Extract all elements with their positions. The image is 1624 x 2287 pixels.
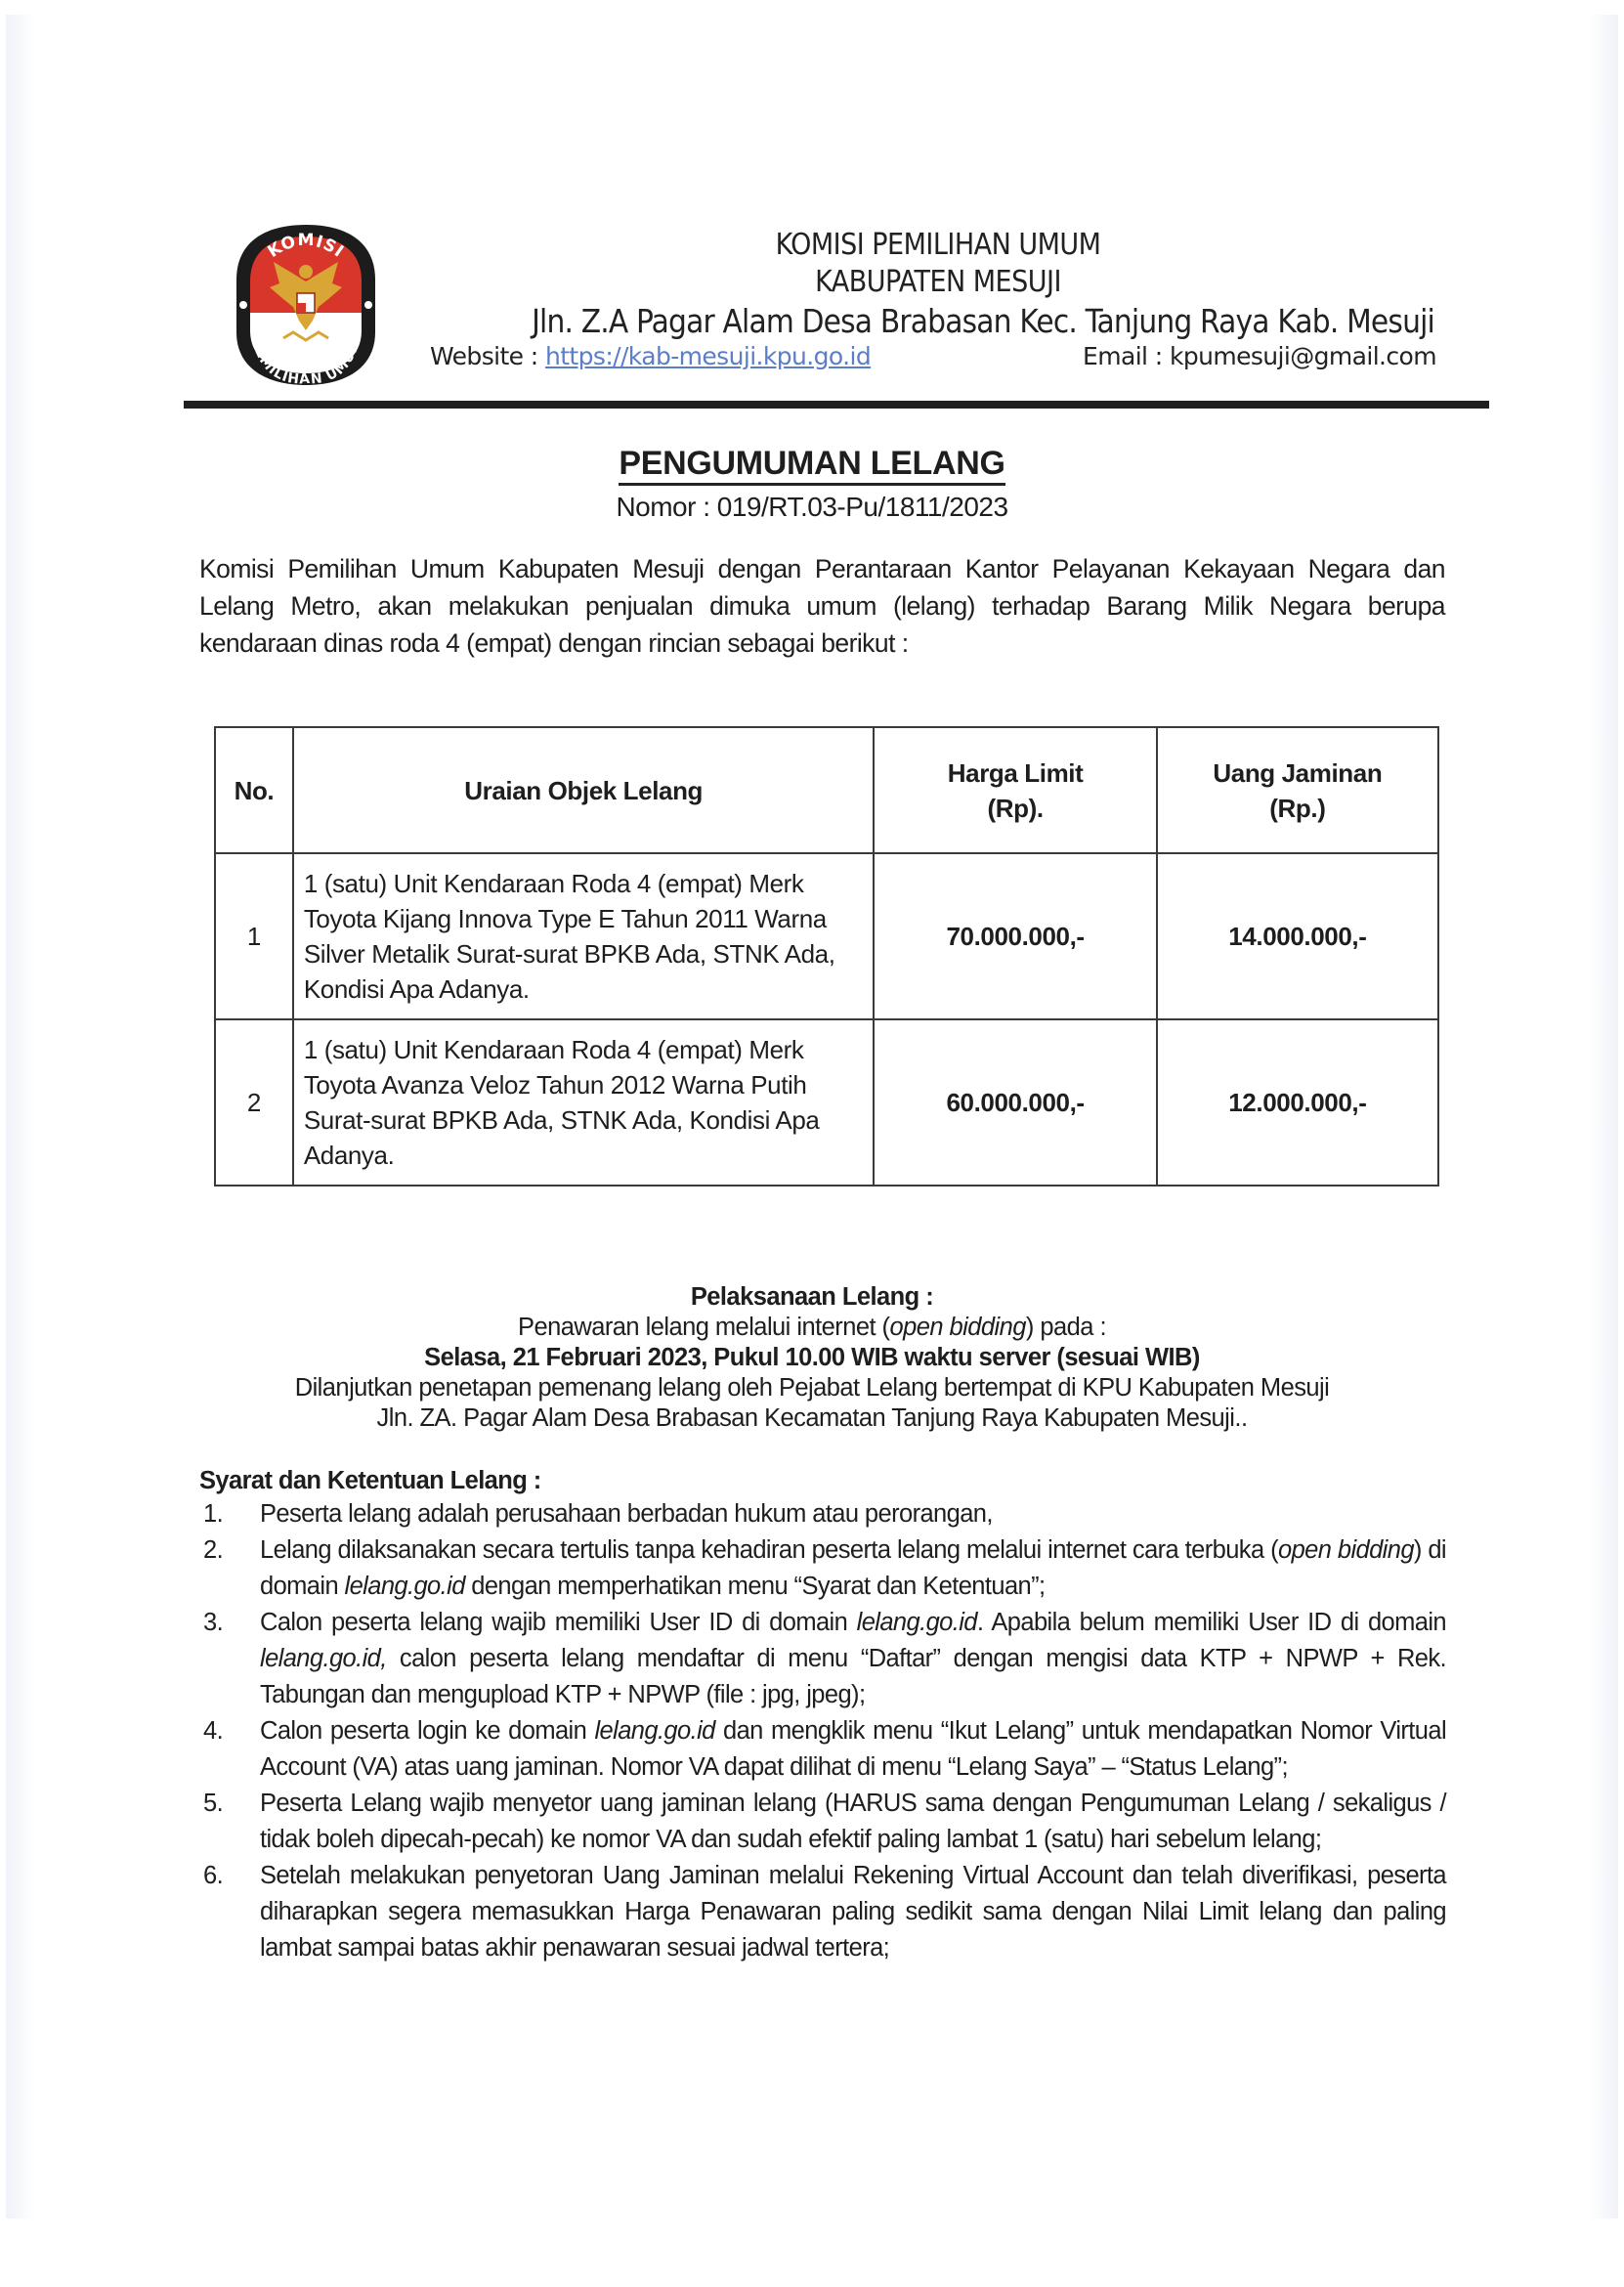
letterhead-divider — [184, 401, 1489, 409]
header-no: No. — [215, 727, 293, 853]
letterhead — [420, 227, 1456, 342]
website — [430, 342, 871, 370]
terms-item: 5. Peserta Lelang wajib menyetor uang jaminan lelang (HARUS sama dengan Pengumuman Lelang / sekaligus / tidak boleh dipecah-pecah) ke nomor VA dan sudah efektif paling lambat 1 (satu) hari sebelum lelang; — [203, 1790, 1446, 1853]
terms-item: 6. Setelah melakukan penyetoran Uang Jaminan melalui Rekening Virtual Account dan telah diverifikasi, peserta diharapkan segera memasukkan Harga Penawaran paling sedikit sama dengan Nilai Limit lelang dan paling lambat sampai batas akhir penawaran sesuai jadwal tertera; — [203, 1862, 1446, 1962]
svg-text:PEMILIHAN UMUM: PEMILIHAN UMUM — [247, 335, 364, 385]
email-label: Email : — [1083, 342, 1170, 370]
schedule-heading: Pelaksanaan Lelang : — [690, 1283, 934, 1311]
cell-harga-limit: 70.000.000,- — [874, 853, 1156, 1019]
website-link[interactable]: https://kab-mesuji.kpu.go.id — [544, 342, 872, 370]
schedule-bidding-line: Penawaran lelang melalui internet (open bidding) pada : — [517, 1314, 1106, 1341]
org-address: Jln. Z.A Pagar Alam Desa Brabasan Kec. Tanjung Raya Kab. Mesuji — [532, 302, 1434, 340]
cell-no: 2 — [215, 1019, 293, 1186]
header-uang-jaminan: Uang Jaminan (Rp.) — [1157, 727, 1438, 853]
email-address: kpumesuji@gmail.com — [1169, 342, 1436, 370]
website-label: Website : — [430, 342, 545, 370]
org-name: KOMISI PEMILIHAN UMUM — [775, 228, 1101, 262]
cell-harga-limit: 60.000.000,- — [874, 1019, 1156, 1186]
terms-heading: Syarat dan Ketentuan Lelang : — [199, 1467, 541, 1494]
scan-edge-right — [1589, 15, 1618, 2219]
scan-edge-left — [6, 15, 35, 2219]
intro-paragraph: Komisi Pemilihan Umum Kabupaten Mesuji dengan Perantaraan Kantor Pelayanan Kekayaan Negara dan Lelang Metro, akan melakukan penjualan dimuka umum (lelang) terhadap Barang Milik Negara berupa kendaraan dinas roda 4 (empat) dengan rincian sebagai berikut : — [199, 554, 1445, 658]
svg-text:KOMISI: KOMISI — [264, 230, 348, 263]
terms-item: 2. Lelang dilaksanakan secara tertulis tanpa kehadiran peserta lelang melalui internet cara terbuka (open bidding) di domain lelang.go.id dengan memperhatikan menu “Syarat dan Ketentuan”; — [203, 1536, 1446, 1600]
terms-item: 3. Calon peserta lelang wajib memiliki User ID di domain lelang.go.id. Apabila belum memiliki User ID di domain lelang.go.id, calon peserta lelang mendaftar di menu “Daftar” dengan mengisi data KTP + NPWP + Rek. Tabungan dan mengupload KTP + NPWP (file : jpg, jpeg); — [203, 1609, 1446, 1708]
cell-no: 1 — [215, 853, 293, 1019]
document-number: Nomor : 019/RT.03-Pu/1811/2023 — [616, 492, 1008, 522]
auction-items-table — [214, 726, 1439, 1187]
schedule-winner-line: Dilanjutkan penetapan pemenang lelang oleh Pejabat Lelang bertempat di KPU Kabupaten Mesuji — [294, 1374, 1330, 1402]
schedule-datetime: Selasa, 21 Februari 2023, Pukul 10.00 WIB waktu server (sesuai WIB) — [424, 1344, 1200, 1371]
document-title: PENGUMUMAN LELANG — [0, 445, 1624, 483]
email — [1083, 342, 1436, 370]
kpu-garuda-emblem-icon — [235, 223, 377, 385]
table-header-row — [215, 727, 1438, 853]
header-uraian: Uraian Objek Lelang — [293, 727, 875, 853]
terms-item: 4. Calon peserta login ke domain lelang.go.id dan mengklik menu “Ikut Lelang” untuk mendapatkan Nomor Virtual Account (VA) atas uang jaminan. Nomor VA dapat dilihat di menu “Lelang Saya” – “Status Lelang”; — [203, 1717, 1447, 1781]
org-regency: KABUPATEN MESUJI — [815, 265, 1061, 299]
terms-list — [199, 1499, 1446, 1966]
cell-uang-jaminan: 12.000.000,- — [1157, 1019, 1438, 1186]
contact-line — [430, 342, 1456, 377]
header-harga-limit: Harga Limit (Rp). — [874, 727, 1156, 853]
terms-section — [199, 1466, 1446, 1966]
schedule-location: Jln. ZA. Pagar Alam Desa Brabasan Kecamatan Tanjung Raya Kabupaten Mesuji.. — [376, 1404, 1248, 1432]
auction-schedule — [0, 1282, 1624, 1434]
terms-item: 1. Peserta lelang adalah perusahaan berbadan hukum atau perorangan, — [203, 1500, 993, 1528]
cell-uang-jaminan: 14.000.000,- — [1157, 853, 1438, 1019]
cell-uraian: 1 (satu) Unit Kendaraan Roda 4 (empat) Merk Toyota Kijang Innova Type E Tahun 2011 Warna Silver Metalik Surat-surat BPKB Ada, STNK Ada, Kondisi Apa Adanya. — [293, 853, 875, 1019]
table-row — [215, 853, 1438, 1019]
cell-uraian: 1 (satu) Unit Kendaraan Roda 4 (empat) Merk Toyota Avanza Veloz Tahun 2012 Warna Putih Surat-surat BPKB Ada, STNK Ada, Kondisi Apa Adanya. — [293, 1019, 875, 1186]
table-row — [215, 1019, 1438, 1186]
